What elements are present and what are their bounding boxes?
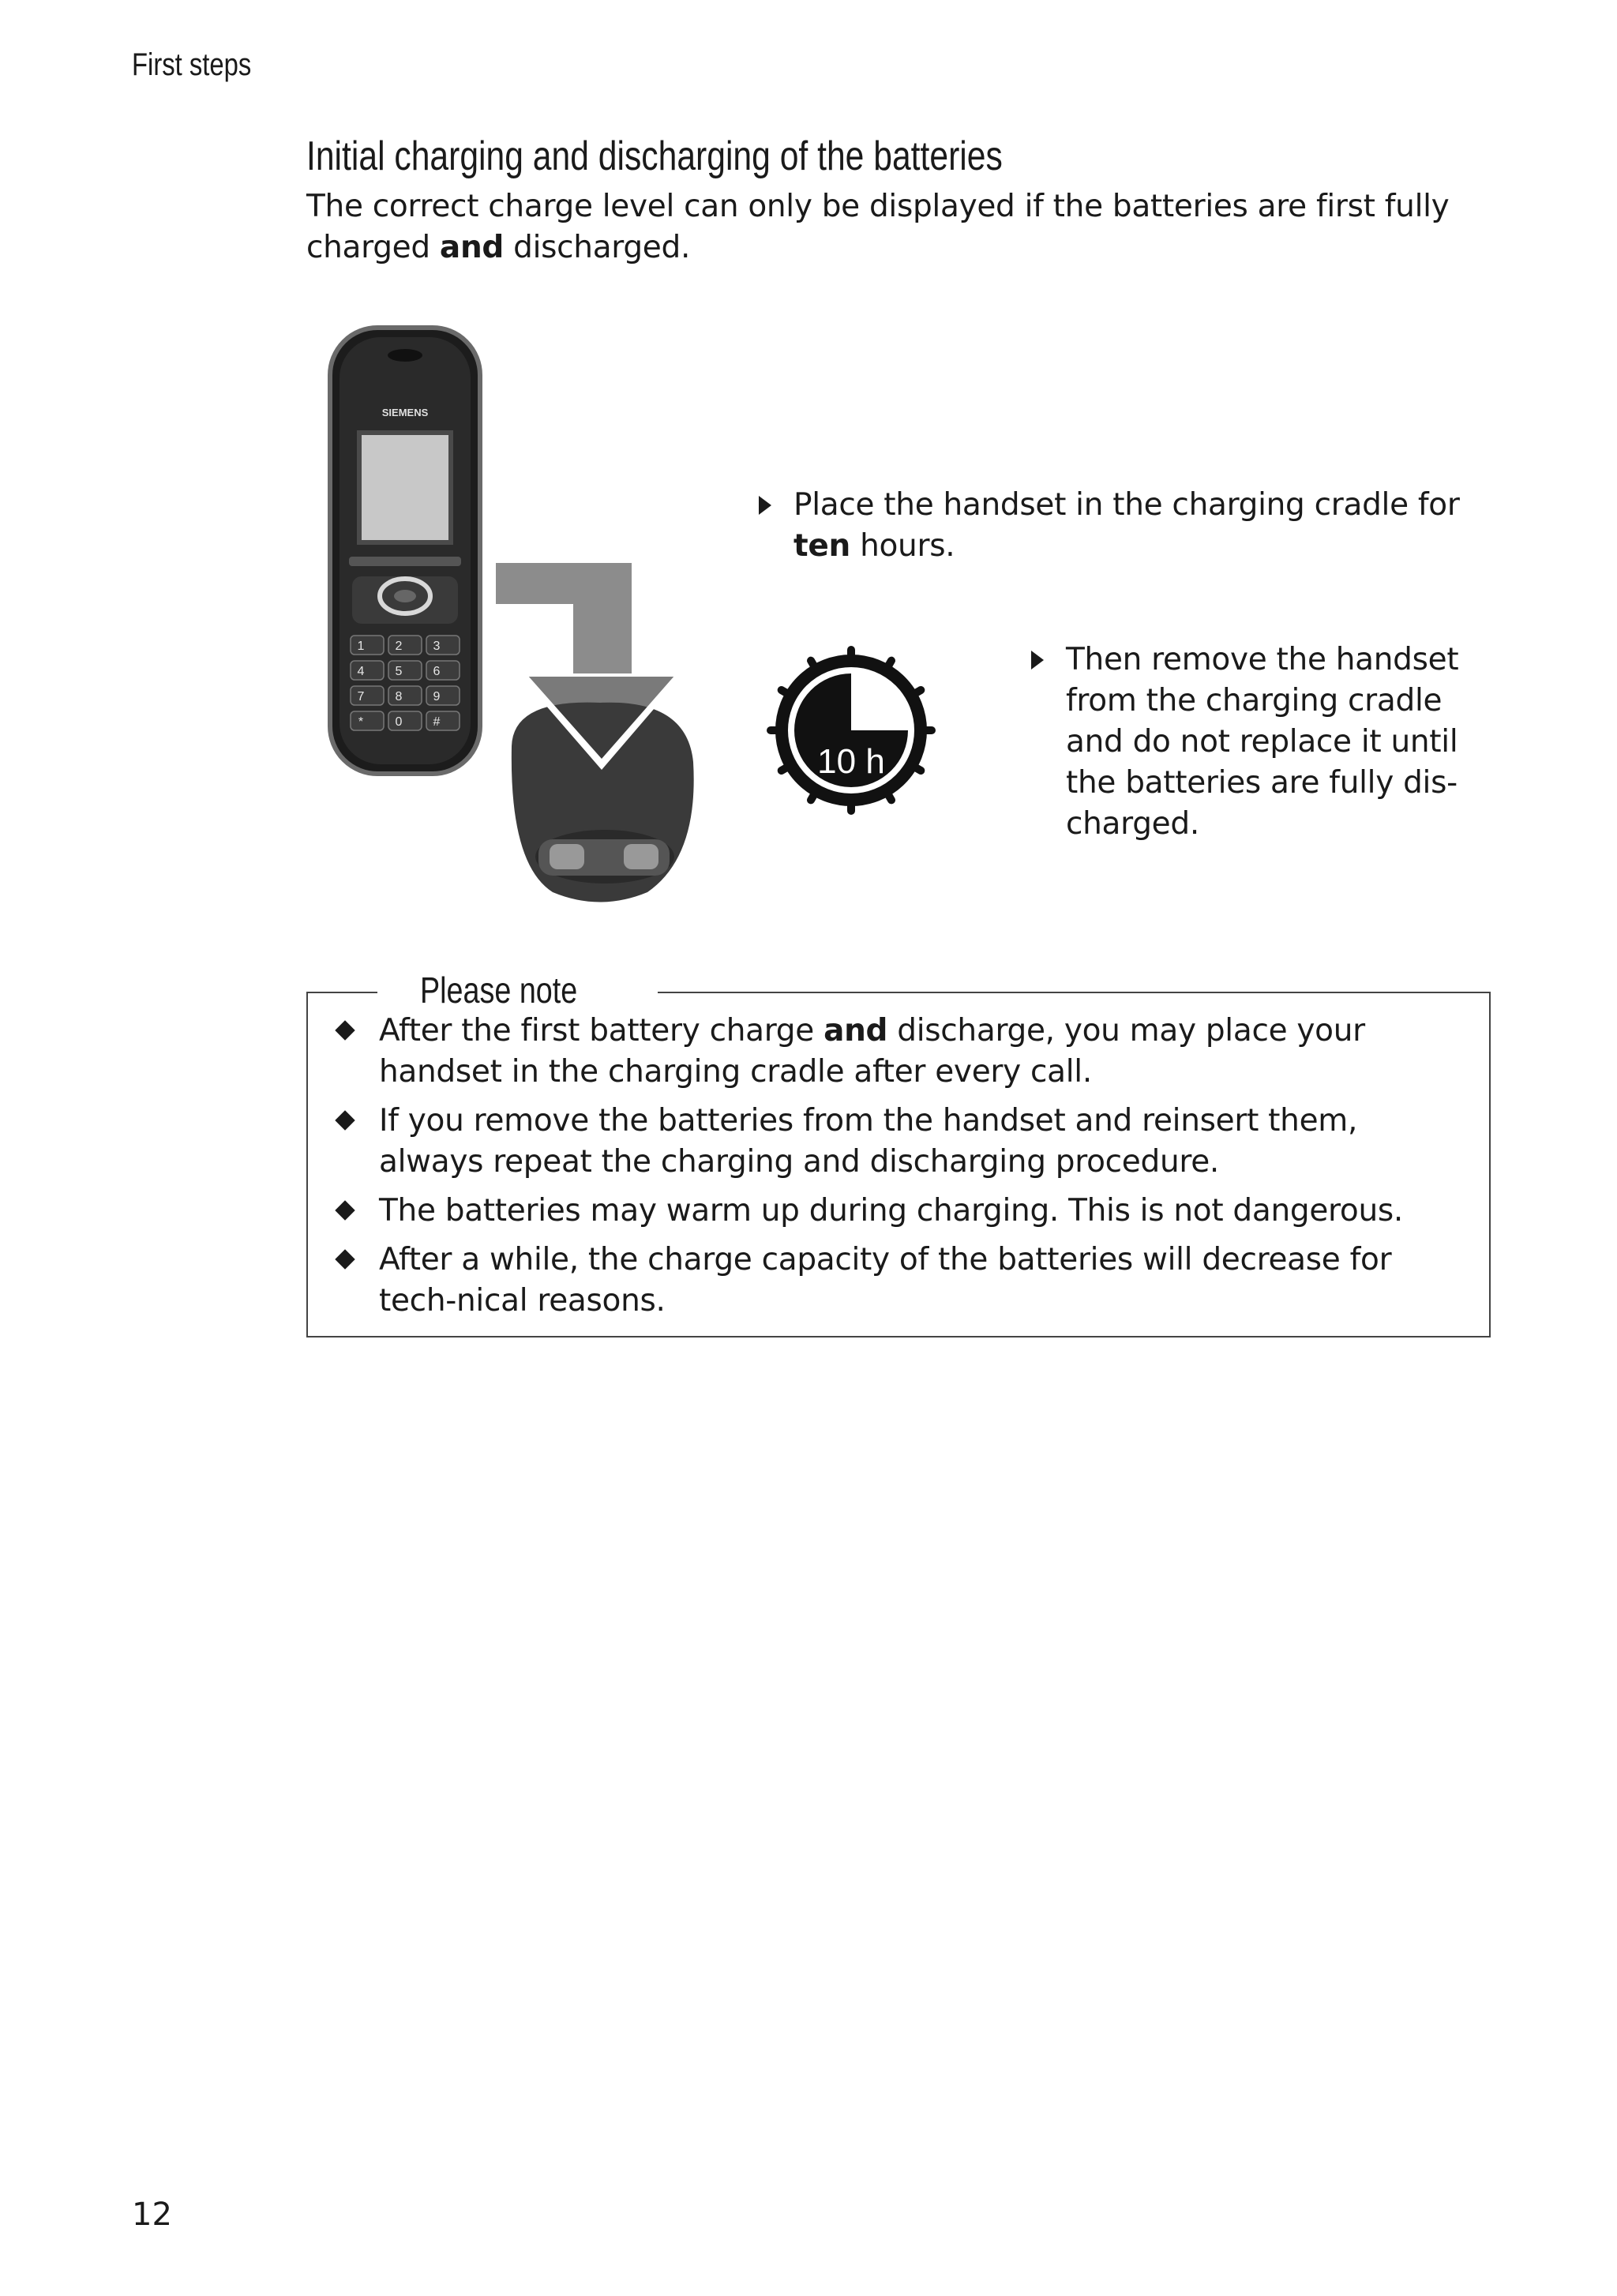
intro-text-end: discharged. xyxy=(504,230,691,265)
keypad-key-label: 7 xyxy=(357,690,365,703)
keypad-key-label: 3 xyxy=(433,640,441,653)
keypad-key-label: 9 xyxy=(433,690,441,703)
keypad-key-label: 4 xyxy=(357,665,365,678)
intro-text: The correct charge level can only be displayed if the batteries are first fully charged xyxy=(306,189,1450,265)
keypad-key xyxy=(388,636,422,655)
keypad-key xyxy=(351,636,384,655)
keypad-key xyxy=(426,636,460,655)
instruction-step-1 xyxy=(793,485,1504,567)
brand-logo: SIEMENS xyxy=(381,407,429,418)
keypad-key-label: 8 xyxy=(395,690,403,703)
intro-bold: and xyxy=(439,230,505,265)
keypad-key-label: 1 xyxy=(357,640,365,653)
timer-tick xyxy=(782,765,791,771)
note-title: Please note xyxy=(420,970,578,1011)
page-number: 12 xyxy=(132,2197,172,2233)
note-item-text: The batteries may warm up during charging. This is not dangerous. xyxy=(379,1193,1403,1229)
keypad-key-label: 6 xyxy=(433,665,441,678)
step-2-text: Then remove the handset from the charging cradle and do not replace it until the batteries are fully dis-charged. xyxy=(1066,642,1459,842)
timer-tick xyxy=(911,690,921,696)
instruction-step-2 xyxy=(1066,640,1508,845)
note-list xyxy=(332,1011,1469,1330)
intro-paragraph xyxy=(306,186,1491,268)
keypad-key xyxy=(426,711,460,730)
section-label: First steps xyxy=(132,47,252,82)
keypad-key-label: 2 xyxy=(395,640,403,653)
note-item-bold: and xyxy=(824,1013,888,1049)
timer-tick xyxy=(886,790,891,800)
bullet-diamond-icon xyxy=(335,1200,355,1220)
bullet-diamond-icon xyxy=(335,1110,355,1130)
note-item xyxy=(332,1191,1469,1232)
keypad-key xyxy=(388,686,422,705)
note-item xyxy=(332,1101,1469,1183)
timer-tick xyxy=(811,790,816,800)
note-item xyxy=(332,1011,1469,1093)
note-item-text: After a while, the charge capacity of the batteries will decrease for tech-nical reasons. xyxy=(379,1242,1392,1319)
charging-illustration xyxy=(316,320,947,936)
step-1-bold: ten xyxy=(793,528,850,564)
keypad-key xyxy=(351,711,384,730)
keypad-key xyxy=(388,711,422,730)
keypad-key xyxy=(351,686,384,705)
step-arrow-icon xyxy=(1031,651,1044,670)
timer-tick xyxy=(911,765,921,771)
charging-cradle-illustration xyxy=(512,675,694,902)
bullet-diamond-icon xyxy=(335,1249,355,1269)
step-1-text: Place the handset in the charging cradle for xyxy=(793,487,1460,523)
timer-label: 10 h xyxy=(817,742,885,781)
note-item-text: If you remove the batteries from the handset and reinsert them, always repeat the charging and discharging procedure. xyxy=(379,1103,1358,1180)
timer-tick xyxy=(782,690,791,696)
step-1-text-end: hours. xyxy=(850,528,955,564)
keypad-key xyxy=(426,686,460,705)
handset-illustration xyxy=(330,328,480,774)
keypad-key xyxy=(388,661,422,680)
note-item-text: After the first battery charge xyxy=(379,1013,824,1049)
step-arrow-icon xyxy=(759,496,771,515)
keypad-key xyxy=(351,661,384,680)
timer-tick xyxy=(811,661,816,670)
note-item-text-end: discharge, you may place your handset in the charging cradle after every call. xyxy=(379,1013,1365,1090)
note-item xyxy=(332,1240,1469,1322)
keypad-key-label: 5 xyxy=(395,665,403,678)
timer-10h-icon xyxy=(771,650,932,811)
keypad-key xyxy=(426,661,460,680)
page-heading: Initial charging and discharging of the batteries xyxy=(306,133,1003,179)
note-title-container xyxy=(377,965,658,1015)
bullet-diamond-icon xyxy=(335,1020,355,1040)
keypad-key-label: * xyxy=(358,715,364,729)
keypad-key-label: 0 xyxy=(395,715,403,729)
timer-tick xyxy=(886,661,891,670)
keypad-key-label: # xyxy=(433,715,441,729)
